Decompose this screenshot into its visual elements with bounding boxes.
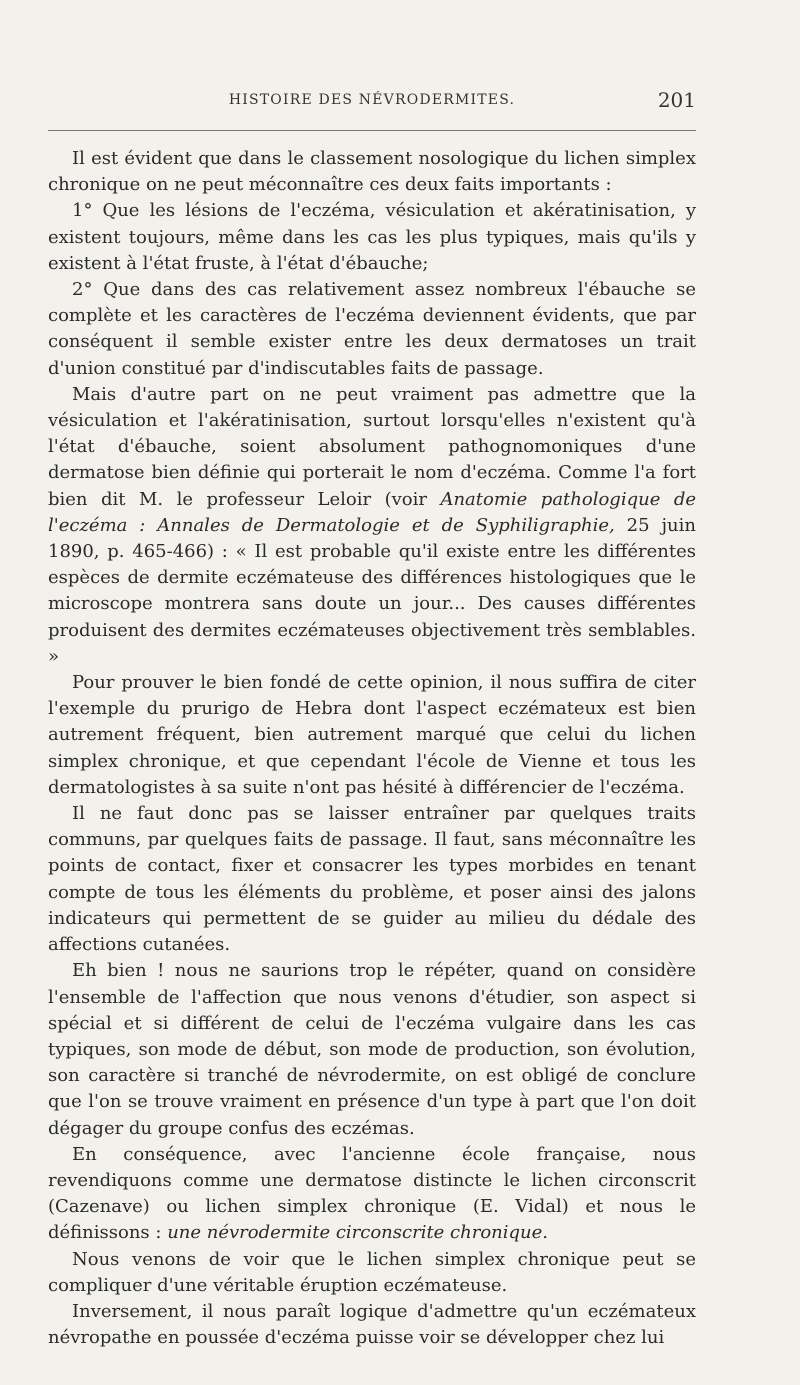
paragraph-2 (48, 198, 696, 277)
paragraph-text: Inversement, il nous paraît logique d'admettre qu'un eczémateux névropathe en poussée d'eczéma puisse voir se développer chez lui (48, 1300, 696, 1349)
definition-italic: une névrodermite circonscrite chronique. (167, 1222, 549, 1244)
paragraph-4 (48, 382, 696, 670)
paragraph-text: 25 juin 1890, p. 465-466) : « Il est probable qu'il existe entre les différentes espèces de dermite eczémateuse des différences histologiques que le microscope montrera sans doute un jour... Des causes différentes produisent des dermites eczémateuses objectivement très semblables. » (48, 514, 696, 667)
paragraph-text: 1° Que les lésions de l'eczéma, vésiculation et akératinisation, y existent toujours, même dans les cas les plus typiques, mais qu'ils y existent à l'état fruste, à l'état d'ébauche; (48, 200, 696, 274)
body-text (48, 146, 696, 1351)
paragraph-text: En conséquence, avec l'ancienne école française, nous revendiquons comme une dermatose distincte le lichen circonscrit (Cazenave) ou lichen simplex chronique (E. Vidal) et nous le définissons : (48, 1143, 696, 1244)
paragraph-text: Il est évident que dans le classement nosologique du lichen simplex chronique on ne peut méconnaître ces deux faits importants : (48, 148, 696, 196)
citation-italic: Anatomie pathologique de l'eczéma : Annales de Dermatologie et de Syphiligraphie, (48, 488, 696, 536)
header-rule (48, 130, 696, 131)
paragraph-8 (48, 1142, 696, 1247)
paragraph-text: Pour prouver le bien fondé de cette opinion, il nous suffira de citer l'exemple du prurigo de Hebra dont l'aspect eczémateux est bien autrement fréquent, bien autrement marqué que celui du lichen simplex chronique, et que cependant l'école de Vienne et tous les dermatologistes à sa suite n'ont pas hésité à différencier de l'eczéma. (48, 672, 696, 798)
paragraph-text: Nous venons de voir que le lichen simplex chronique peut se compliquer d'une véritable éruption eczémateuse. (48, 1248, 696, 1296)
paragraph-3 (48, 277, 696, 382)
running-head (48, 88, 696, 116)
paragraph-7 (48, 958, 696, 1141)
paragraph-9 (48, 1247, 696, 1299)
page-number: 201 (657, 88, 696, 112)
paragraph-6 (48, 801, 696, 958)
paragraph-text: Mais d'autre part on ne peut vraiment pas admettre que la vésiculation et l'akératinisation, surtout lorsqu'elles n'existent qu'à l'état d'ébauche, soient absolument pathognomoniques d'une dermatose bien définie qui porterait le nom d'eczéma. Comme l'a fort bien dit M. le professeur Leloir (voir (48, 383, 696, 510)
paragraph-1 (48, 146, 696, 198)
paragraph-5 (48, 670, 696, 801)
paragraph-text: Eh bien ! nous ne saurions trop le répéter, quand on considère l'ensemble de l'affection que nous venons d'étudier, son aspect si spécial et si différent de celui de l'eczéma vulgaire dans les cas typiques, son mode de début, son mode de production, son évolution, son caractère si tranché de névrodermite, on est obligé de conclure que l'on se trouve vraiment en présence d'un type à part que l'on doit dégager du groupe confus des eczémas. (48, 960, 696, 1139)
paragraph-10 (48, 1299, 696, 1351)
paragraph-text: 2° Que dans des cas relativement assez nombreux l'ébauche se complète et les caractères de l'eczéma deviennent évidents, que par conséquent il semble exister entre les deux dermatoses un trait d'union constitué par d'indiscutables faits de passage. (48, 279, 696, 379)
running-title: HISTOIRE DES NÉVRODERMITES. (228, 92, 516, 108)
paragraph-text: Il ne faut donc pas se laisser entraîner par quelques traits communs, par quelques faits de passage. Il faut, sans méconnaître les points de contact, fixer et consacrer les types morbides en tenant compte de tous les éléments du problème, et poser ainsi des jalons indicateurs qui permettent de se guider au milieu du dédale des affections cutanées. (48, 803, 696, 956)
